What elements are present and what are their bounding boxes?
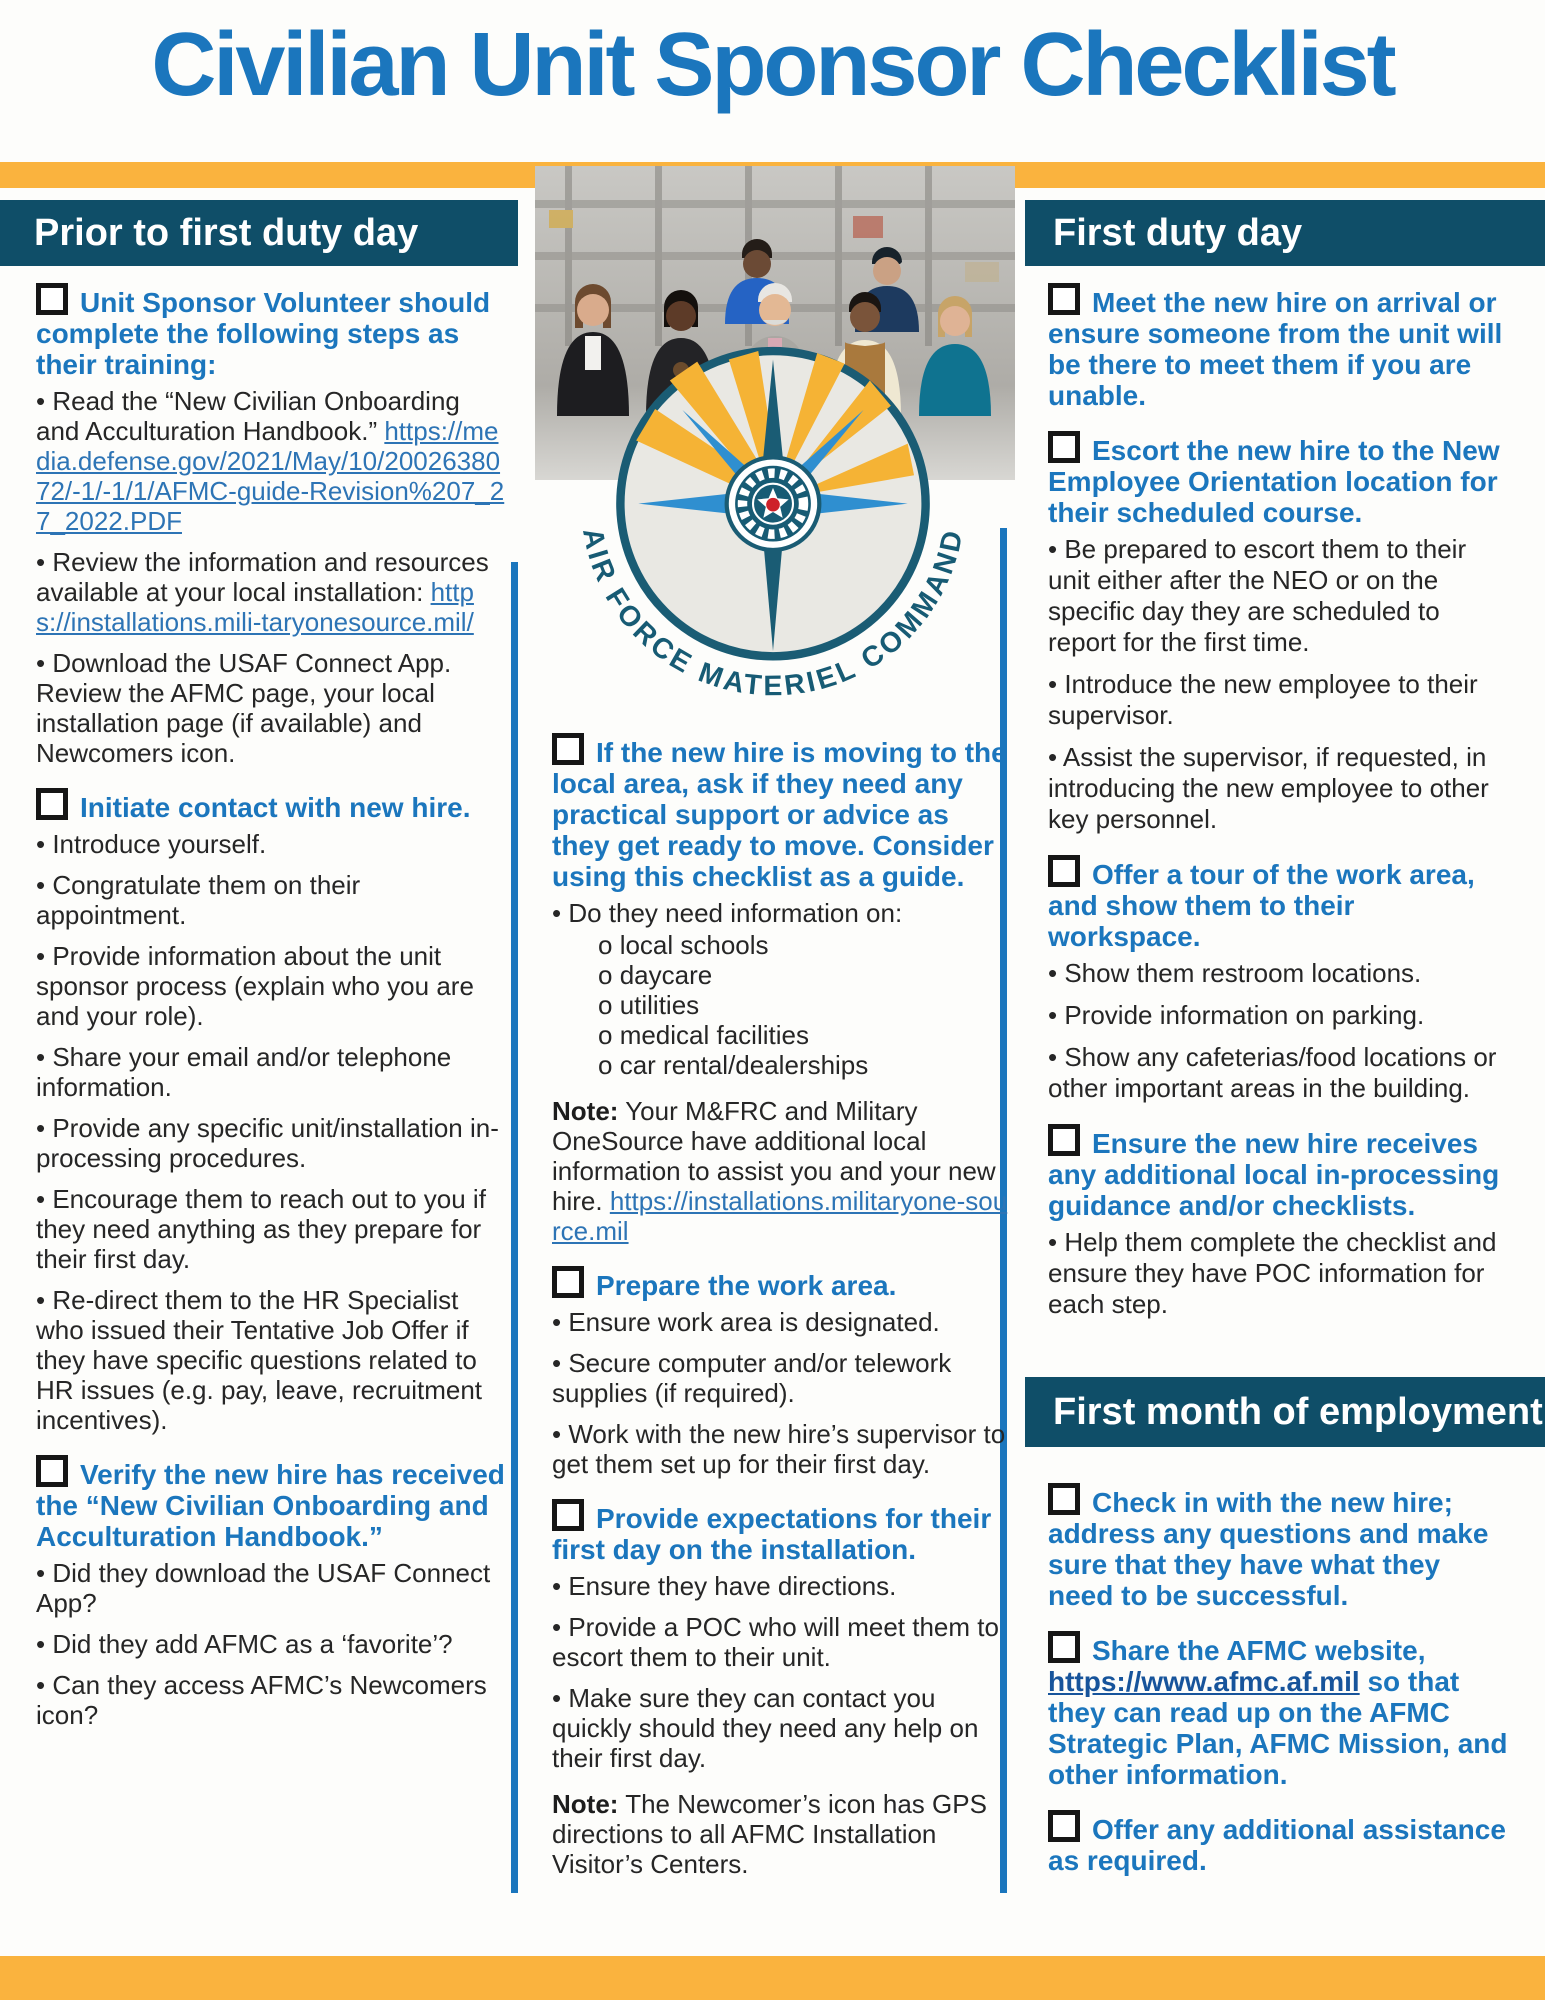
- checkbox-icon[interactable]: [1048, 283, 1080, 315]
- column-first-month: [1048, 1483, 1510, 1882]
- checkbox-icon[interactable]: [1048, 855, 1080, 887]
- checklist-heading: Check in with the new hire; address any questions and make sure that they have what they need to be successful.: [1048, 1483, 1510, 1611]
- checkbox-icon[interactable]: [1048, 1124, 1080, 1156]
- sub-bullet-item: o daycare: [552, 960, 1010, 990]
- checklist-heading: If the new hire is moving to the local area, ask if they need any practical support or advice as they get ready to move. Consider using this checklist as a guide.: [552, 733, 1010, 892]
- checkbox-icon[interactable]: [1048, 1483, 1080, 1515]
- checklist-heading: Provide expectations for their first day on the installation.: [552, 1499, 1010, 1565]
- bullet-item: • Provide any specific unit/installation in-processing procedures.: [36, 1113, 508, 1173]
- column-first-duty-day: [1048, 283, 1510, 1331]
- bullet-item: • Share your email and/or telephone information.: [36, 1042, 508, 1102]
- checklist-heading: Offer any additional assistance as required.: [1048, 1810, 1510, 1876]
- bullet-item: • Work with the new hire’s supervisor to get them set up for their first day.: [552, 1419, 1010, 1479]
- bullet-item: • Show any cafeterias/food locations or other important areas in the building.: [1048, 1042, 1510, 1104]
- column-prior-to-first-duty: [36, 283, 508, 1741]
- afmc-logo: [573, 330, 973, 751]
- checkbox-icon[interactable]: [36, 1455, 68, 1487]
- bullet-item: • Re-direct them to the HR Specialist who issued their Tentative Job Offer if they have specific questions related to HR issues (e.g. pay, leave, recruitment incentives).: [36, 1285, 508, 1435]
- checkbox-icon[interactable]: [552, 1266, 584, 1298]
- note-paragraph: Note: Your M&FRC and Military OneSource have additional local information to assist you and your new hire. https://installations.militaryone-source.mil: [552, 1096, 1008, 1246]
- militaryonesource-link[interactable]: https://installations.militaryone-source.mil: [552, 1186, 1008, 1246]
- checklist-heading: Unit Sponsor Volunteer should complete the following steps as their training:: [36, 283, 508, 380]
- bullet-item: • Ensure they have directions.: [552, 1571, 1010, 1601]
- bullet-item: • Be prepared to escort them to their unit either after the NEO or on the specific day they are scheduled to report for the first time.: [1048, 534, 1510, 658]
- checkbox-icon[interactable]: [552, 1499, 584, 1531]
- bullet-item: • Introduce yourself.: [36, 829, 508, 859]
- installations-link[interactable]: https://installations.mili-taryonesource.mil/: [36, 577, 474, 637]
- handbook-link[interactable]: https://media.defense.gov/2021/May/10/2002638072/-1/-1/1/AFMC-guide-Revision%207_27_2022.PDF: [36, 416, 505, 536]
- column-divider-left: [511, 562, 518, 1893]
- checklist-heading: Share the AFMC website, https://www.afmc.af.mil so that they can read up on the AFMC Strategic Plan, AFMC Mission, and other information.: [1048, 1631, 1510, 1790]
- checkbox-icon[interactable]: [1048, 1631, 1080, 1663]
- bullet-item: • Make sure they can contact you quickly should they need any help on their first day.: [552, 1683, 1010, 1773]
- checklist-heading: Offer a tour of the work area, and show them to their workspace.: [1048, 855, 1510, 952]
- checklist-heading: Verify the new hire has received the “New Civilian Onboarding and Acculturation Handbook.”: [36, 1455, 508, 1552]
- bullet-item: • Secure computer and/or telework supplies (if required).: [552, 1348, 1010, 1408]
- bullet-item: • Encourage them to reach out to you if they need anything as they prepare for their first day.: [36, 1184, 508, 1274]
- sub-bullet-item: o local schools: [552, 930, 1010, 960]
- bullet-item: • Provide a POC who will meet them to escort them to their unit.: [552, 1612, 1010, 1672]
- checkbox-icon[interactable]: [36, 283, 68, 315]
- checkbox-icon[interactable]: [552, 733, 584, 765]
- checkbox-icon[interactable]: [1048, 431, 1080, 463]
- note-paragraph: Note: The Newcomer’s icon has GPS directions to all AFMC Installation Visitor’s Centers.: [552, 1789, 987, 1879]
- sub-bullet-item: o car rental/dealerships: [552, 1050, 1010, 1080]
- bullet-item: • Provide information on parking.: [1048, 1000, 1510, 1031]
- checklist-heading: Prepare the work area.: [552, 1266, 1010, 1301]
- bullet-item: • Congratulate them on their appointment.: [36, 870, 508, 930]
- bullet-item: • Did they add AFMC as a ‘favorite’?: [36, 1629, 508, 1659]
- afmc-website-link[interactable]: https://www.afmc.af.mil: [1048, 1666, 1360, 1697]
- accent-band-bottom: [0, 1956, 1545, 2000]
- checklist-heading: Meet the new hire on arrival or ensure someone from the unit will be there to meet them if you are unable.: [1048, 283, 1510, 411]
- bullet-item: • Can they access AFMC’s Newcomers icon?: [36, 1670, 508, 1730]
- bullet-item: • Ensure work area is designated.: [552, 1307, 1010, 1337]
- sub-bullet-item: o utilities: [552, 990, 1010, 1020]
- bullet-item: • Read the “New Civilian Onboarding and Acculturation Handbook.” https://media.defense.gov/2021/May/10/2002638072/-1/-1/1/AFMC-guide-Revision%207_27_2022.PDF: [36, 386, 508, 536]
- afmc-roundel: [573, 330, 973, 751]
- checklist-heading: Escort the new hire to the New Employee Orientation location for their scheduled course.: [1048, 431, 1510, 528]
- bullet-item: • Help them complete the checklist and ensure they have POC information for each step.: [1048, 1227, 1510, 1320]
- section-bar-first-month: First month of employment: [1025, 1377, 1545, 1447]
- checklist-heading: Initiate contact with new hire.: [36, 788, 508, 823]
- bullet-item: • Did they download the USAF Connect App?: [36, 1558, 508, 1618]
- section-bar-prior: Prior to first duty day: [0, 200, 518, 266]
- checkbox-icon[interactable]: [36, 788, 68, 820]
- bullet-item: • Introduce the new employee to their supervisor.: [1048, 669, 1510, 731]
- bullet-item: • Download the USAF Connect App. Review the AFMC page, your local installation page (if available) and Newcomers icon.: [36, 648, 508, 768]
- checklist-heading: Ensure the new hire receives any additional local in-processing guidance and/or checklists.: [1048, 1124, 1510, 1221]
- page-title: Civilian Unit Sponsor Checklist: [151, 15, 1394, 115]
- afmc-arc-text: AIR FORCE MATERIEL COMMAND: [576, 525, 970, 703]
- bullet-item: • Review the information and resources available at your local installation: https://installations.mili-taryonesource.mil/: [36, 547, 508, 637]
- section-bar-first-duty: First duty day: [1025, 200, 1545, 266]
- bullet-item: • Provide information about the unit sponsor process (explain who you are and your role).: [36, 941, 508, 1031]
- bullet-item: • Do they need information on:: [552, 898, 1010, 928]
- bullet-item: • Assist the supervisor, if requested, in introducing the new employee to other key personnel.: [1048, 742, 1510, 835]
- checkbox-icon[interactable]: [1048, 1810, 1080, 1842]
- bullet-item: • Show them restroom locations.: [1048, 958, 1510, 989]
- column-middle: [552, 733, 1010, 1890]
- sub-bullet-item: o medical facilities: [552, 1020, 1010, 1050]
